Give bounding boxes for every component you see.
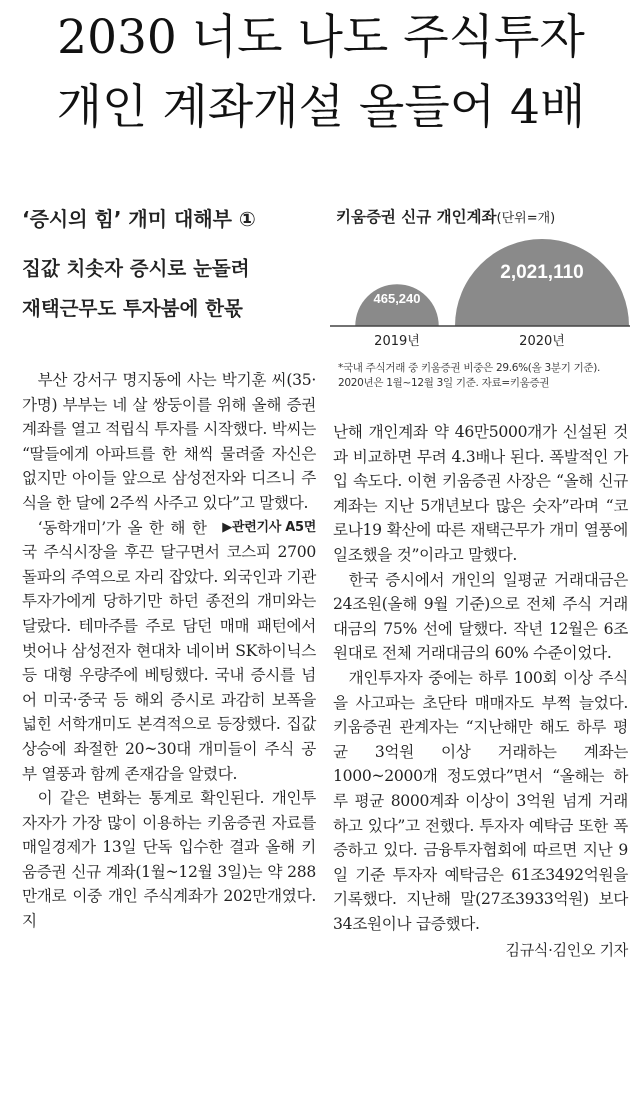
value-label-2019년: 465,240 xyxy=(373,291,421,307)
chart-note-line-1: *국내 주식거래 중 키움증권 비중은 29.6%(올 3분기 기준). xyxy=(338,362,601,374)
article-paragraph-1 xyxy=(22,368,316,535)
subhead-1: 집값 치솟자 증시로 눈돌려 xyxy=(22,257,250,280)
related-article-link[interactable]: ▶관련기사 A5면 xyxy=(222,519,316,535)
article-paragraph-4: 한국 증시에서 개인의 일평균 거래대금은 24조원(올해 9월 기준)으로 전체 주식 거래대금의 75% 선에 달했다. 작년 12월은 6조원대로 전체 거래대금의 60% 수준이었다. xyxy=(333,570,628,663)
article-paragraph-1-text: 부산 강서구 명지동에 사는 박기훈 씨(35·가명) 부부는 네 살 쌍둥이를 위해 올해 증권 계좌를 열고 적립식 투자를 시작했다. 박씨는 “딸들에게 아파트를 한 채씩 물려줄 자신은 없지만 아이들 앞으로 삼성전자와 디즈니 주식을 한 달에 2주씩 사주고 있다”고 말했다. xyxy=(22,371,316,512)
category-label-2020년: 2020년 xyxy=(519,334,565,349)
headline-line-1: 2030 너도 나도 주식투자 xyxy=(57,10,585,65)
byline: 김규식·김인오 기자 xyxy=(505,941,628,960)
series-label: ‘증시의 힘’ 개미 대해부 ① xyxy=(22,207,256,231)
account-bar-chart xyxy=(330,230,630,358)
headline-line-2: 개인 계좌개설 올들어 4배 xyxy=(56,80,586,135)
article-column-right xyxy=(333,420,628,963)
chart-note xyxy=(338,361,638,391)
article-paragraph-2: ‘동학개미’가 올 한 해 한국 주식시장을 후끈 달구면서 코스피 2700 돌파의 주역으로 자리 잡았다. 외국인과 기관투자가에게 당하기만 하던 종전의 개미와는 달랐다. 테마주를 주로 담던 매매 패턴에서 벗어나 삼성전자 현대차 네이버 SK하이닉스 등 대형 우량주에 베팅했다. 국내 증시를 넘어 미국·중국 등 해외 증시로 과감히 보폭을 넓힌 서학개미도 본격적으로 등장했다. 집값 상승에 좌절한 20~30대 개미들이 주식 공부 열풍과 함께 존재감을 알렸다. xyxy=(22,518,316,783)
article-paragraph-3b: 난해 개인계좌 약 46만5000개가 신설된 것과 비교하면 무려 4.3배나 된다. 폭발적인 가입 속도다. 이현 키움증권 사장은 “올해 신규 계좌는 지난 5개년보다 많은 숫자”라며 “코로나19 확산에 따른 재택근무가 개미 열풍에 일조했을 것”이라고 말했다. xyxy=(333,423,628,564)
article-paragraph-3a: 이 같은 변화는 통계로 확인된다. 개인투자자가 가장 많이 이용하는 키움증권 자료를 매일경제가 13일 단독 입수한 결과 올해 키움증권 신규 계좌(1월~12월 3일)는 약 288만개로 이중 개인 주식계좌가 202만개였다. 지 xyxy=(22,789,316,931)
article-column-left xyxy=(22,368,316,934)
chart-unit: (단위=개) xyxy=(496,211,556,226)
article-paragraph-5: 개인투자자 중에는 하루 100회 이상 주식을 사고파는 초단타 매매자도 부쩍 늘었다. 키움증권 관계자는 “지난해만 해도 하루 평균 3억원 이상 거래하는 계좌는 1000~2000개 정도였다”면서 “올해는 하루 평균 8000계좌 이상이 3억원 넘게 거래하고 있다”고 전했다. 투자자 예탁금 또한 폭증하고 있다. 금융투자협회에 따르면 지난 9일 기준 투자자 예탁금은 61조3492억원을 기록했다. 지난해 말(27조3933억원) 보다 34조원이나 급증했다. xyxy=(333,668,628,933)
chart-note-line-2: 2020년은 1월~12월 3일 기준. 자료=키움증권 xyxy=(338,377,550,389)
value-label-2020년: 2,021,110 xyxy=(500,262,584,284)
category-label-2019년: 2019년 xyxy=(374,334,420,349)
chart-title xyxy=(336,205,555,227)
chart-title-text: 키움증권 신규 개인계좌 xyxy=(336,208,497,226)
subhead-2: 재택근무도 투자붐에 한몫 xyxy=(22,297,243,320)
